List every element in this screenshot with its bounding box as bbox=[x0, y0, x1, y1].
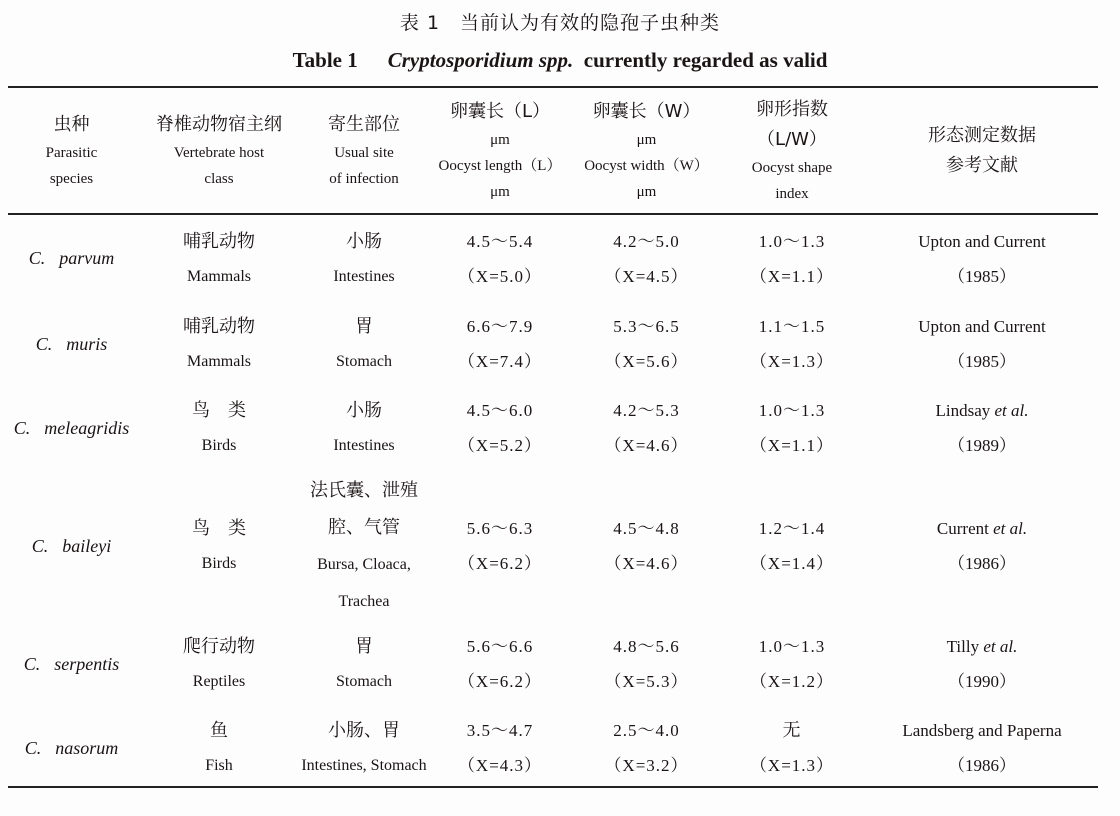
header-reference bbox=[866, 88, 1098, 213]
site-en: Intestines, Stomach bbox=[301, 757, 427, 774]
reference-authors bbox=[937, 511, 1027, 546]
width-mean: （X=5.6） bbox=[604, 352, 689, 371]
site-cn: 法氏囊、泄殖 bbox=[310, 480, 418, 501]
authors: Current bbox=[936, 519, 989, 538]
width-cell bbox=[575, 629, 718, 699]
host-cn: 哺乳动物 bbox=[183, 316, 255, 337]
width-cell bbox=[575, 393, 718, 463]
host-cell bbox=[135, 393, 303, 463]
header-cn: 卵囊长（L） bbox=[449, 100, 551, 122]
table-row bbox=[8, 470, 1098, 622]
header-cn: 寄生部位 bbox=[328, 113, 400, 135]
host-cell bbox=[135, 713, 303, 783]
shape-cell bbox=[718, 629, 866, 699]
host-en: Reptiles bbox=[192, 673, 246, 690]
shape-mean: （X=1.4） bbox=[749, 554, 835, 573]
table-body bbox=[8, 215, 1098, 790]
site-en: Stomach bbox=[336, 353, 392, 370]
site-cn: 小肠 bbox=[346, 400, 382, 421]
width-range: 4.2～5.3 bbox=[613, 401, 680, 420]
authors: Tilly bbox=[946, 637, 980, 656]
header-en: μm bbox=[490, 183, 510, 200]
genus-name: Cryptosporidium spp. bbox=[387, 48, 574, 72]
header-shape-index bbox=[718, 88, 866, 213]
width-cell bbox=[575, 511, 718, 581]
shape-mean: （X=1.1） bbox=[749, 436, 835, 455]
genus: C. bbox=[35, 333, 53, 354]
site-cn: 胃 bbox=[355, 316, 373, 337]
length-mean: （X=4.3） bbox=[457, 756, 543, 775]
width-mean: （X=5.3） bbox=[604, 672, 689, 691]
genus: C. bbox=[31, 535, 49, 556]
host-cell bbox=[135, 511, 303, 581]
reference-authors bbox=[918, 309, 1045, 344]
header-oocyst-length bbox=[425, 88, 575, 213]
header-en: index bbox=[775, 185, 809, 202]
species-cell bbox=[8, 647, 135, 682]
host-en: Birds bbox=[201, 555, 237, 572]
width-range: 2.5～4.0 bbox=[613, 721, 680, 740]
host-en: Mammals bbox=[187, 353, 251, 370]
species-epithet: meleagridis bbox=[44, 417, 130, 438]
length-mean: （X=6.2） bbox=[457, 672, 543, 691]
header-cn: 参考文献 bbox=[946, 154, 1018, 176]
table-caption-chinese: 表 1 当前认为有效的隐孢子虫种类 bbox=[399, 12, 721, 34]
reference-cell bbox=[866, 224, 1098, 294]
caption-rest: currently regarded as valid bbox=[583, 48, 828, 72]
width-mean: （X=4.6） bbox=[604, 436, 689, 455]
shape-range: 1.0～1.3 bbox=[758, 231, 826, 251]
site-en: Trachea bbox=[338, 593, 390, 610]
authors: Upton and Current bbox=[918, 231, 1046, 251]
header-unit: μm bbox=[636, 131, 657, 148]
shape-cell bbox=[718, 224, 866, 294]
shape-mean: （X=1.2） bbox=[749, 672, 835, 691]
et-al: et al. bbox=[994, 401, 1029, 420]
reference-authors bbox=[918, 224, 1045, 259]
host-cn: 鱼 bbox=[210, 720, 228, 741]
et-al: et al. bbox=[983, 637, 1018, 656]
host-cn: 鸟 类 bbox=[192, 400, 246, 421]
header-en: Vertebrate host bbox=[173, 144, 265, 161]
length-cell bbox=[425, 224, 575, 294]
reference-year: （1986） bbox=[948, 756, 1016, 775]
authors: Lindsay bbox=[935, 401, 991, 420]
header-en: Oocyst shape bbox=[751, 159, 833, 176]
site-cell bbox=[303, 472, 425, 620]
length-mean: （X=5.0） bbox=[457, 266, 543, 286]
header-unit: （L/W） bbox=[757, 128, 827, 150]
host-cn: 鸟 类 bbox=[192, 518, 246, 539]
reference-year: （1990） bbox=[948, 672, 1016, 691]
host-cell bbox=[135, 224, 303, 294]
shape-cell bbox=[718, 309, 866, 379]
table-row bbox=[8, 386, 1098, 470]
length-range: 4.5～5.4 bbox=[466, 231, 534, 251]
length-mean: （X=7.4） bbox=[457, 352, 543, 371]
reference-cell bbox=[866, 629, 1098, 699]
host-cn: 爬行动物 bbox=[183, 636, 255, 657]
header-site bbox=[303, 88, 425, 213]
table-label: Table 1 bbox=[292, 48, 358, 72]
table-row bbox=[8, 706, 1098, 790]
species-epithet: serpentis bbox=[54, 653, 120, 674]
host-cell bbox=[135, 629, 303, 699]
length-range: 5.6～6.6 bbox=[466, 637, 534, 656]
et-al: et al. bbox=[993, 519, 1028, 538]
reference-authors bbox=[902, 713, 1061, 748]
header-cn: 卵形指数 bbox=[756, 98, 828, 120]
shape-range: 无 bbox=[782, 720, 802, 741]
species-epithet: nasorum bbox=[55, 737, 119, 758]
length-range: 4.5～6.0 bbox=[466, 401, 534, 420]
site-cell bbox=[303, 629, 425, 699]
shape-mean: （X=1.3） bbox=[749, 756, 835, 775]
species-cell bbox=[8, 411, 135, 446]
site-en: Stomach bbox=[336, 673, 392, 690]
header-en: Oocyst width（W） bbox=[584, 157, 709, 174]
width-range: 4.8～5.6 bbox=[613, 637, 680, 656]
width-range: 4.2～5.0 bbox=[613, 231, 680, 251]
site-en: Intestines bbox=[333, 267, 395, 285]
shape-range: 1.1～1.5 bbox=[758, 317, 826, 336]
host-en: Fish bbox=[205, 757, 233, 774]
table-row bbox=[8, 302, 1098, 386]
width-cell bbox=[575, 309, 718, 379]
shape-cell bbox=[718, 393, 866, 463]
genus: C. bbox=[28, 248, 46, 268]
header-en: class bbox=[204, 170, 234, 187]
width-cell bbox=[575, 224, 718, 294]
host-cn: 哺乳动物 bbox=[183, 230, 255, 252]
host-cell bbox=[135, 309, 303, 379]
header-en: μm bbox=[636, 183, 657, 200]
site-cn: 小肠 bbox=[346, 230, 382, 252]
reference-year: （1986） bbox=[948, 554, 1016, 573]
table-row bbox=[8, 215, 1098, 302]
length-cell bbox=[425, 309, 575, 379]
table-caption-english bbox=[0, 48, 1120, 73]
width-mean: （X=4.6） bbox=[604, 554, 689, 573]
species-cell bbox=[8, 327, 135, 362]
header-en: Usual site bbox=[334, 144, 394, 161]
species-epithet: muris bbox=[66, 333, 108, 354]
header-cn: 脊椎动物宿主纲 bbox=[156, 113, 282, 135]
width-range: 4.5～4.8 bbox=[613, 519, 680, 538]
site-en: Bursa, Cloaca, bbox=[317, 556, 411, 573]
bottom-rule bbox=[8, 786, 1098, 788]
site-cn: 腔、气管 bbox=[328, 517, 400, 538]
reference-authors bbox=[947, 629, 1018, 664]
reference-year: （1985） bbox=[948, 266, 1016, 286]
authors: Upton and Current bbox=[918, 317, 1046, 336]
header-cn: 形态测定数据 bbox=[928, 124, 1036, 146]
genus: C. bbox=[24, 737, 42, 758]
site-cell bbox=[303, 224, 425, 294]
shape-cell bbox=[718, 713, 866, 783]
length-mean: （X=5.2） bbox=[457, 436, 543, 455]
reference-cell bbox=[866, 713, 1098, 783]
shape-range: 1.0～1.3 bbox=[758, 637, 826, 656]
length-range: 5.6～6.3 bbox=[466, 519, 534, 538]
header-host-class bbox=[135, 88, 303, 213]
header-en: of infection bbox=[329, 170, 399, 187]
reference-cell bbox=[866, 511, 1098, 581]
shape-range: 1.2～1.4 bbox=[758, 519, 826, 538]
reference-year: （1989） bbox=[948, 436, 1016, 455]
site-cell bbox=[303, 393, 425, 463]
length-cell bbox=[425, 713, 575, 783]
species-cell bbox=[8, 731, 135, 766]
header-en: Oocyst length（L） bbox=[438, 157, 562, 174]
header-en: species bbox=[49, 170, 94, 187]
length-range: 6.6～7.9 bbox=[466, 317, 534, 336]
host-en: Mammals bbox=[187, 267, 251, 285]
width-mean: （X=3.2） bbox=[604, 756, 689, 775]
species-cell bbox=[8, 529, 135, 564]
species-epithet: parvum bbox=[59, 248, 115, 268]
site-cell bbox=[303, 713, 425, 783]
authors: Landsberg and Paperna bbox=[902, 721, 1062, 740]
header-en: Parasitic bbox=[45, 144, 98, 161]
reference-authors bbox=[935, 393, 1028, 428]
shape-mean: （X=1.1） bbox=[749, 266, 835, 286]
table-row bbox=[8, 622, 1098, 706]
header-unit: μm bbox=[490, 131, 510, 148]
width-cell bbox=[575, 713, 718, 783]
length-range: 3.5～4.7 bbox=[466, 721, 534, 740]
reference-cell bbox=[866, 309, 1098, 379]
header-oocyst-width bbox=[575, 88, 718, 213]
header-cn: 卵囊长（W） bbox=[592, 100, 701, 122]
header-cn: 虫种 bbox=[53, 113, 90, 135]
table-header bbox=[8, 88, 1098, 213]
length-cell bbox=[425, 629, 575, 699]
species-epithet: baileyi bbox=[62, 535, 112, 556]
width-mean: （X=4.5） bbox=[604, 266, 689, 286]
shape-cell bbox=[718, 511, 866, 581]
length-cell bbox=[425, 511, 575, 581]
length-mean: （X=6.2） bbox=[457, 554, 543, 573]
species-cell bbox=[8, 241, 135, 276]
length-cell bbox=[425, 393, 575, 463]
shape-range: 1.0～1.3 bbox=[758, 401, 826, 420]
width-range: 5.3～6.5 bbox=[613, 317, 680, 336]
shape-mean: （X=1.3） bbox=[749, 352, 835, 371]
site-cn: 小肠、胃 bbox=[328, 720, 400, 741]
site-cell bbox=[303, 309, 425, 379]
reference-year: （1985） bbox=[948, 352, 1016, 371]
host-en: Birds bbox=[201, 437, 237, 454]
header-species bbox=[8, 88, 135, 213]
genus: C. bbox=[23, 653, 41, 674]
site-cn: 胃 bbox=[355, 636, 373, 657]
site-en: Intestines bbox=[333, 437, 395, 454]
genus: C. bbox=[13, 417, 31, 438]
reference-cell bbox=[866, 393, 1098, 463]
